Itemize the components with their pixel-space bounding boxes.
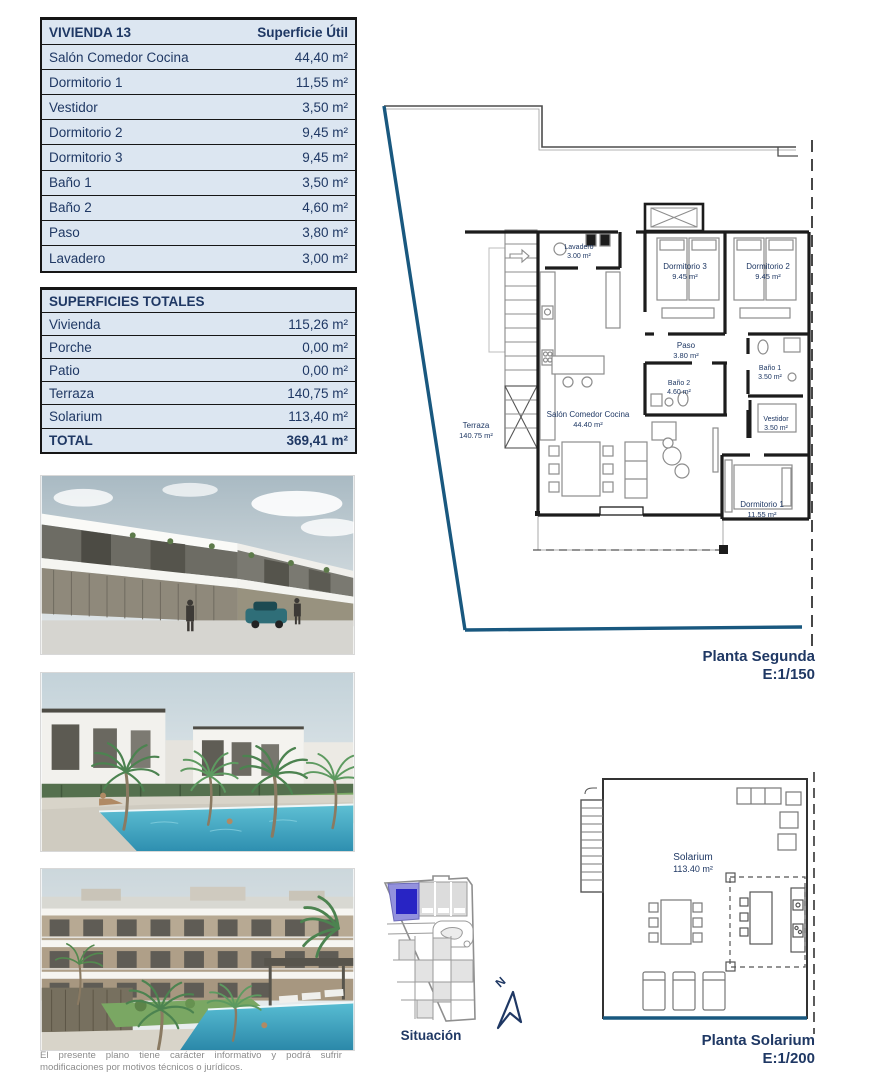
street-render-image bbox=[41, 476, 354, 654]
svg-text:44.40 m²: 44.40 m² bbox=[573, 420, 603, 429]
table-row: Solarium 113,40 m² bbox=[42, 405, 355, 428]
room-label: Baño 2 bbox=[667, 380, 691, 387]
situacion-map bbox=[375, 872, 487, 1024]
pergola-roof bbox=[264, 958, 353, 966]
pool-render-image bbox=[41, 673, 354, 851]
swimmer bbox=[227, 818, 233, 824]
elevator-shaft bbox=[645, 204, 703, 231]
stairs-icon bbox=[489, 230, 537, 448]
svg-text:3.50 m²: 3.50 m² bbox=[764, 425, 788, 432]
table-row: Lavadero 3,00 m² bbox=[49, 250, 348, 266]
svg-text:3.80 m²: 3.80 m² bbox=[673, 351, 699, 360]
site-highlight-plot bbox=[388, 883, 419, 921]
table-row: Salón Comedor Cocina 44,40 m² bbox=[42, 45, 355, 70]
room-label: Lavadero bbox=[564, 244, 594, 251]
totals-table bbox=[40, 287, 357, 454]
table-total-row: TOTAL 369,41 m² bbox=[49, 432, 348, 448]
room-label: Vestidor bbox=[763, 416, 789, 423]
svg-text:9.45 m²: 9.45 m² bbox=[672, 272, 698, 281]
table-row: Porche 0,00 m² bbox=[42, 336, 355, 359]
situacion-label: Situación bbox=[400, 1028, 462, 1043]
room-label: Dormitorio 1 bbox=[740, 500, 784, 509]
unit-areas-table bbox=[40, 17, 357, 273]
table-title: VIVIENDA 13 bbox=[49, 24, 132, 40]
north-letter: N bbox=[492, 974, 509, 991]
svg-text:9.45 m²: 9.45 m² bbox=[755, 272, 781, 281]
apartments-render-image bbox=[41, 869, 354, 1050]
table-row: Paso 3,80 m² bbox=[42, 221, 355, 246]
table-row: Terraza 140,75 m² bbox=[42, 382, 355, 405]
table-row: Baño 2 4,60 m² bbox=[42, 196, 355, 221]
table-title: SUPERFICIES TOTALES bbox=[49, 293, 205, 309]
table-row: Dormitorio 2 9,45 m² bbox=[42, 120, 355, 145]
svg-text:140.75 m²: 140.75 m² bbox=[459, 431, 493, 440]
table-header bbox=[42, 20, 355, 45]
svg-text:3.00 m²: 3.00 m² bbox=[567, 253, 591, 260]
render-photo-street bbox=[40, 475, 355, 655]
planta-solarium-caption bbox=[615, 1032, 815, 1069]
table-row: Dormitorio 3 9,45 m² bbox=[42, 145, 355, 170]
table-row: Vestidor 3,50 m² bbox=[42, 95, 355, 120]
caption-scale: E:1/200 bbox=[762, 1050, 815, 1068]
room-label: Baño 1 bbox=[758, 365, 782, 372]
planta-segunda-caption bbox=[615, 648, 815, 685]
solarium-outline bbox=[603, 779, 807, 1018]
caption-title: Planta Segunda bbox=[702, 648, 815, 665]
table-header-right: Superficie Útil bbox=[257, 24, 348, 40]
disclaimer-text: El presente plano tiene carácter informativo y podrá sufrir modificaciones por motivos técnicos o jurídicos. bbox=[40, 1050, 342, 1074]
svg-text:3.50 m²: 3.50 m² bbox=[758, 374, 782, 381]
render-photo-pool bbox=[40, 672, 355, 852]
svg-text:11.55 m²: 11.55 m² bbox=[747, 510, 777, 519]
porch-outline bbox=[533, 511, 728, 554]
room-label: Salón Comedor Cocina bbox=[546, 410, 630, 419]
terrace-door bbox=[600, 507, 643, 515]
swimmer bbox=[261, 1022, 267, 1028]
table-row: Baño 1 3,50 m² bbox=[42, 171, 355, 196]
floorplan-planta-segunda bbox=[372, 98, 822, 688]
render-photo-apartments bbox=[40, 868, 355, 1051]
north-arrow-icon bbox=[498, 992, 521, 1028]
svg-text:113.40 m²: 113.40 m² bbox=[673, 864, 713, 874]
svg-text:4.60 m²: 4.60 m² bbox=[667, 389, 691, 396]
table-row: Patio 0,00 m² bbox=[42, 359, 355, 382]
north-arrow bbox=[490, 972, 534, 1038]
table-header bbox=[42, 290, 355, 313]
caption-scale: E:1/150 bbox=[762, 666, 815, 684]
room-label: Terraza bbox=[462, 421, 490, 430]
room-label: Solarium bbox=[673, 852, 713, 863]
room-label: Dormitorio 2 bbox=[746, 262, 790, 271]
site-plots-top bbox=[419, 882, 467, 916]
table-row: Dormitorio 1 11,55 m² bbox=[42, 70, 355, 95]
table-row: Vivienda 115,26 m² bbox=[42, 313, 355, 336]
floorplan-planta-solarium bbox=[565, 772, 820, 1034]
room-label: Dormitorio 3 bbox=[663, 262, 707, 271]
caption-title: Planta Solarium bbox=[701, 1032, 815, 1049]
stairs-icon bbox=[581, 788, 603, 892]
room-label: Paso bbox=[676, 341, 696, 350]
